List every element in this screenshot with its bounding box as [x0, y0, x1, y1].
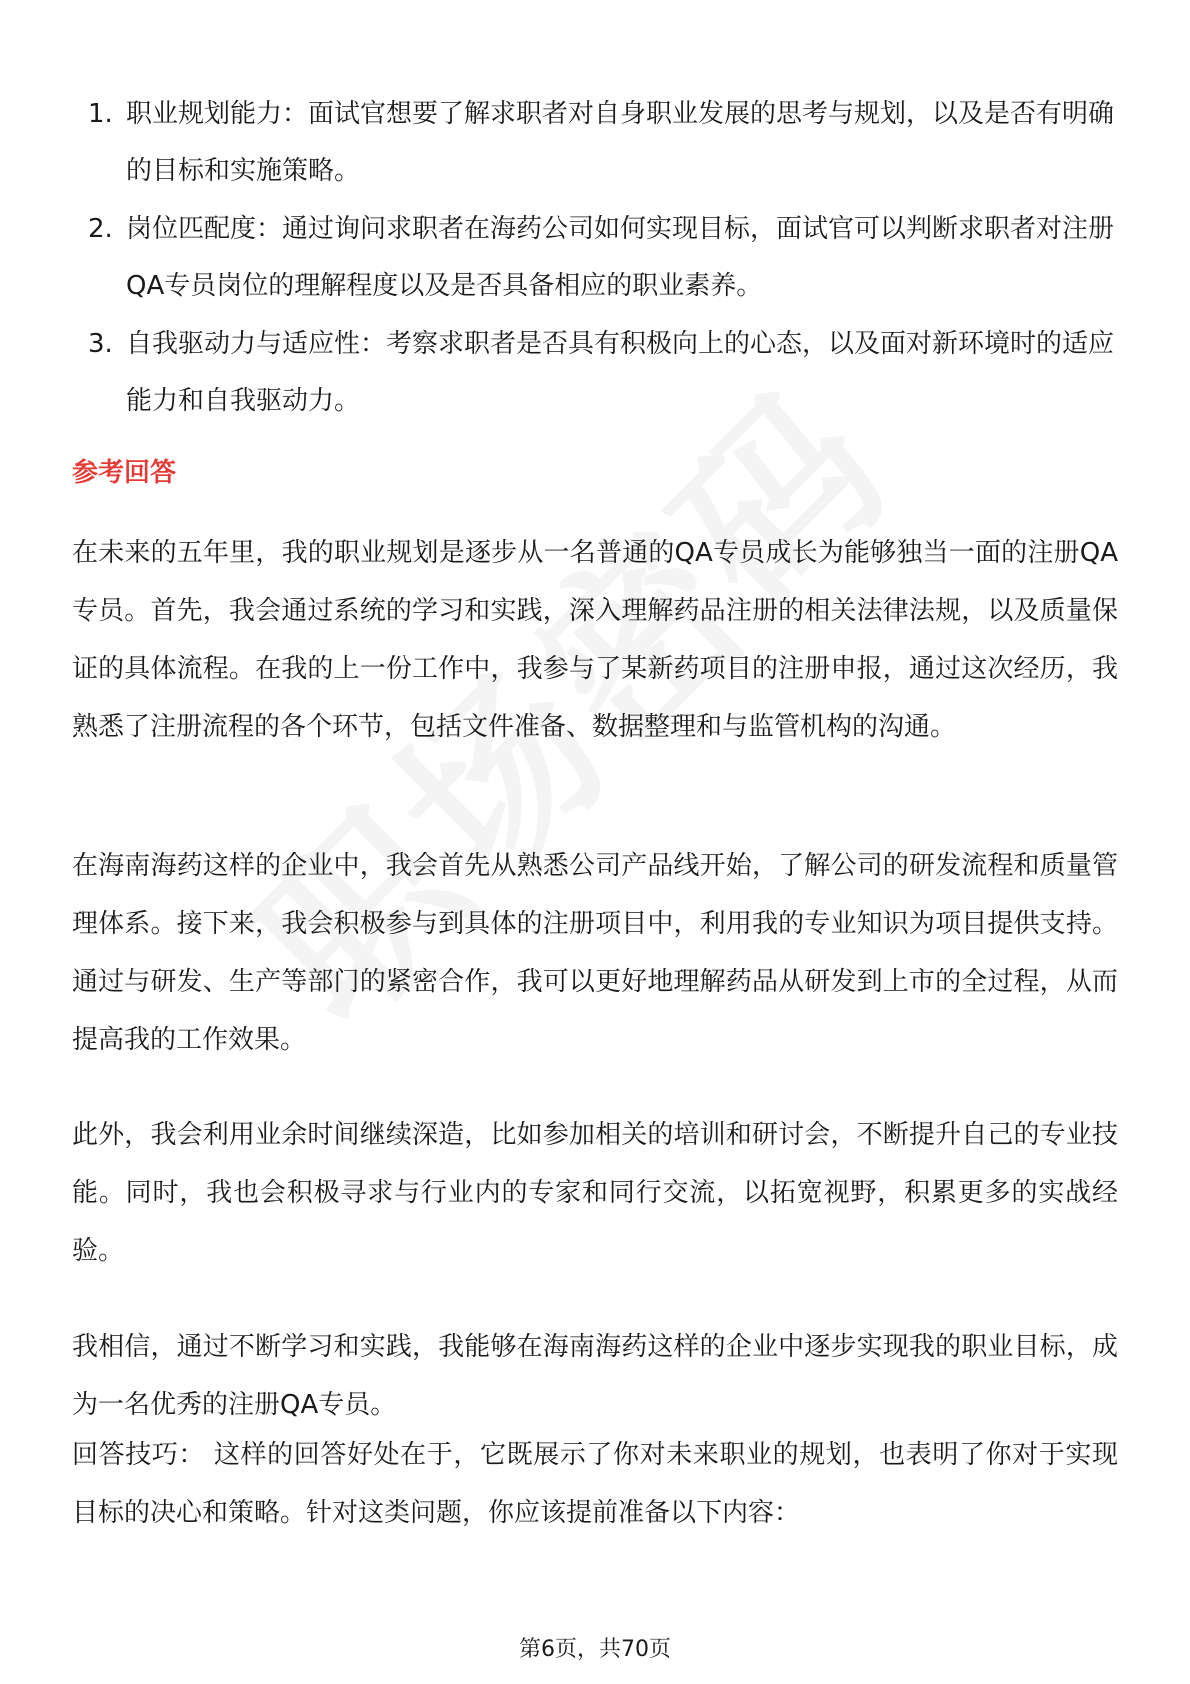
answer-paragraph: 此外，我会利用业余时间继续深造，比如参加相关的培训和研讨会，不断提升自己的专业技能。同时，我也会积极寻求与行业内的专家和同行交流，以拓宽视野，积累更多的实战经验。: [72, 1120, 1118, 1266]
list-item: [72, 201, 1118, 315]
answer-tips-paragraph: 回答技巧： 这样的回答好处在于，它既展示了你对未来职业的规划，也表明了你对于实现目标的决心和策略。针对这类问题，你应该提前准备以下内容：: [72, 1440, 1118, 1528]
list-item: [72, 86, 1118, 200]
answer-paragraph: 在海南海药这样的企业中，我会首先从熟悉公司产品线开始，了解公司的研发流程和质量管理体系。接下来，我会积极参与到具体的注册项目中，利用我的专业知识为项目提供支持。通过与研发、生产等部门的紧密合作，我可以更好地理解药品从研发到上市的全过程，从而提高我的工作效果。: [72, 851, 1118, 1055]
reference-answer-heading: 参考回答: [72, 458, 177, 488]
list-item-text: 岗位匹配度：通过询问求职者在海药公司如何实现目标，面试官可以判断求职者对注册QA专员岗位的理解程度以及是否具备相应的职业素养。: [126, 214, 1115, 301]
list-item-number: 3.: [88, 329, 113, 359]
answer-paragraph: 我相信，通过不断学习和实践，我能够在海南海药这样的企业中逐步实现我的职业目标，成为一名优秀的注册QA专员。: [72, 1332, 1118, 1420]
list-item-number: 2.: [88, 214, 113, 244]
list-item: [72, 316, 1118, 430]
list-item-text: 职业规划能力：面试官想要了解求职者对自身职业发展的思考与规划，以及是否有明确的目标和实施策略。: [126, 99, 1115, 186]
list-item-number: 1.: [88, 99, 113, 129]
answer-paragraph: 在未来的五年里，我的职业规划是逐步从一名普通的QA专员成长为能够独当一面的注册QA专员。首先，我会通过系统的学习和实践，深入理解药品注册的相关法律法规，以及质量保证的具体流程。在我的上一份工作中，我参与了某新药项目的注册申报，通过这次经历，我熟悉了注册流程的各个环节，包括文件准备、数据整理和与监管机构的沟通。: [72, 538, 1118, 742]
list-item-text: 自我驱动力与适应性：考察求职者是否具有积极向上的心态，以及面对新环境时的适应能力和自我驱动力。: [126, 329, 1115, 416]
evaluation-criteria-list: [72, 86, 1118, 431]
page-number: 第6页，共70页: [519, 1637, 671, 1662]
